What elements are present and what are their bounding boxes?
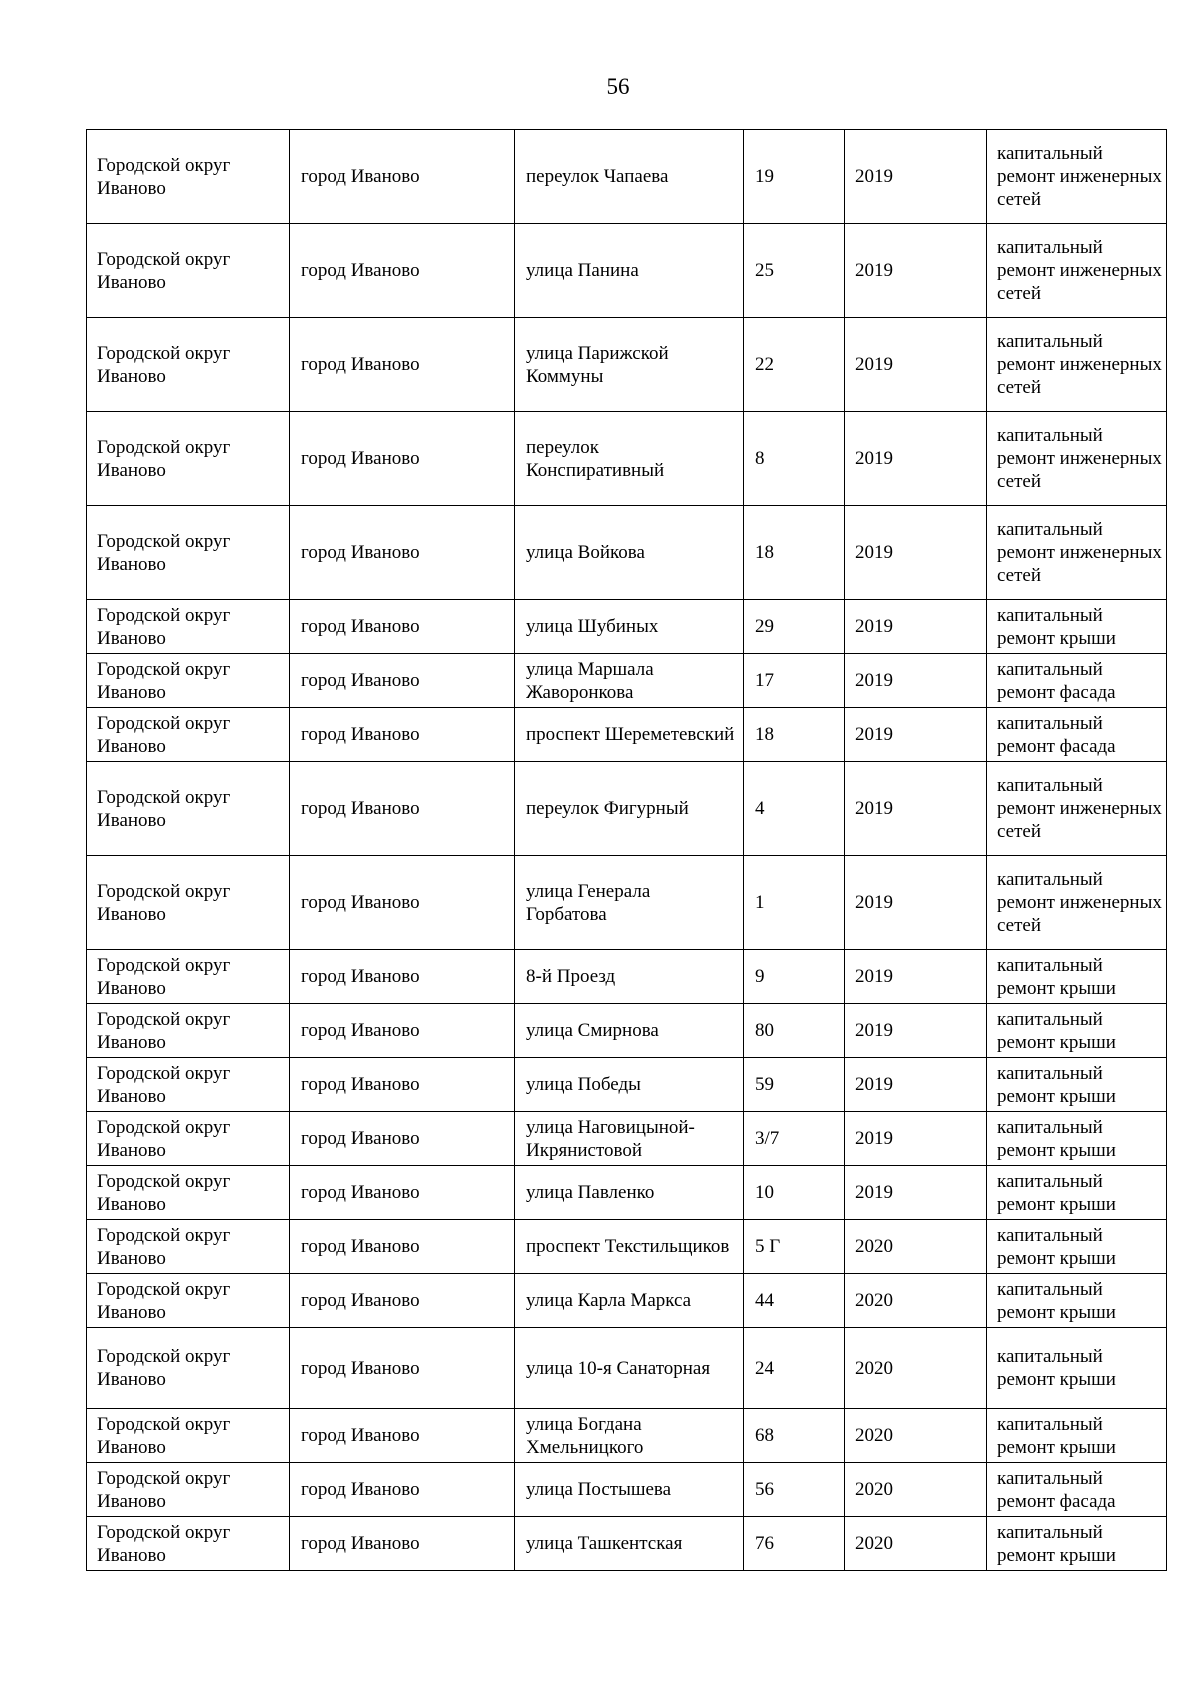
house-number-cell: 24 xyxy=(744,1328,845,1409)
year-cell: 2019 xyxy=(845,1004,987,1058)
year-cell: 2020 xyxy=(845,1463,987,1517)
work-type-cell: капитальный ремонт крыши xyxy=(987,1409,1167,1463)
table-row xyxy=(87,1463,1167,1517)
street-cell: проспект Шереметевский xyxy=(515,708,744,762)
table-row xyxy=(87,1220,1167,1274)
locality-cell: город Иваново xyxy=(290,1274,515,1328)
work-type-cell: капитальный ремонт крыши xyxy=(987,950,1167,1004)
street-cell: проспект Текстильщиков xyxy=(515,1220,744,1274)
house-number-cell: 25 xyxy=(744,224,845,318)
work-type-cell: капитальный ремонт инженерных сетей xyxy=(987,856,1167,950)
year-cell: 2020 xyxy=(845,1517,987,1571)
work-type-cell: капитальный ремонт крыши xyxy=(987,600,1167,654)
table-row xyxy=(87,130,1167,224)
work-type-cell: капитальный ремонт крыши xyxy=(987,1328,1167,1409)
locality-cell: город Иваново xyxy=(290,950,515,1004)
table-body xyxy=(87,130,1167,1571)
municipality-cell: Городской округ Иваново xyxy=(87,1517,290,1571)
work-type-cell: капитальный ремонт крыши xyxy=(987,1112,1167,1166)
locality-cell: город Иваново xyxy=(290,224,515,318)
work-type-cell: капитальный ремонт фасада xyxy=(987,1463,1167,1517)
table-row xyxy=(87,1004,1167,1058)
house-number-cell: 29 xyxy=(744,600,845,654)
municipality-cell: Городской округ Иваново xyxy=(87,1409,290,1463)
table-row xyxy=(87,708,1167,762)
house-number-cell: 80 xyxy=(744,1004,845,1058)
year-cell: 2019 xyxy=(845,708,987,762)
table-row xyxy=(87,856,1167,950)
year-cell: 2019 xyxy=(845,130,987,224)
house-number-cell: 76 xyxy=(744,1517,845,1571)
locality-cell: город Иваново xyxy=(290,1220,515,1274)
work-type-cell: капитальный ремонт фасада xyxy=(987,708,1167,762)
street-cell: улица Наговицыной-Икрянистовой xyxy=(515,1112,744,1166)
work-type-cell: капитальный ремонт инженерных сетей xyxy=(987,130,1167,224)
work-type-cell: капитальный ремонт инженерных сетей xyxy=(987,762,1167,856)
street-cell: улица Панина xyxy=(515,224,744,318)
locality-cell: город Иваново xyxy=(290,762,515,856)
page-number: 56 xyxy=(606,74,630,99)
table-row xyxy=(87,224,1167,318)
house-number-cell: 19 xyxy=(744,130,845,224)
year-cell: 2019 xyxy=(845,224,987,318)
year-cell: 2020 xyxy=(845,1328,987,1409)
year-cell: 2019 xyxy=(845,856,987,950)
house-number-cell: 56 xyxy=(744,1463,845,1517)
locality-cell: город Иваново xyxy=(290,1058,515,1112)
locality-cell: город Иваново xyxy=(290,1409,515,1463)
table-row xyxy=(87,1409,1167,1463)
work-type-cell: капитальный ремонт крыши xyxy=(987,1004,1167,1058)
work-type-cell: капитальный ремонт инженерных сетей xyxy=(987,224,1167,318)
work-type-cell: капитальный ремонт инженерных сетей xyxy=(987,412,1167,506)
year-cell: 2019 xyxy=(845,506,987,600)
locality-cell: город Иваново xyxy=(290,600,515,654)
work-type-cell: капитальный ремонт инженерных сетей xyxy=(987,318,1167,412)
year-cell: 2019 xyxy=(845,600,987,654)
locality-cell: город Иваново xyxy=(290,1112,515,1166)
street-cell: улица Парижской Коммуны xyxy=(515,318,744,412)
street-cell: улица Шубиных xyxy=(515,600,744,654)
locality-cell: город Иваново xyxy=(290,654,515,708)
work-type-cell: капитальный ремонт крыши xyxy=(987,1166,1167,1220)
table-row xyxy=(87,506,1167,600)
work-type-cell: капитальный ремонт крыши xyxy=(987,1220,1167,1274)
table-row xyxy=(87,318,1167,412)
house-number-cell: 1 xyxy=(744,856,845,950)
street-cell: переулок Фигурный xyxy=(515,762,744,856)
locality-cell: город Иваново xyxy=(290,856,515,950)
work-type-cell: капитальный ремонт крыши xyxy=(987,1058,1167,1112)
street-cell: улица Победы xyxy=(515,1058,744,1112)
locality-cell: город Иваново xyxy=(290,1463,515,1517)
house-number-cell: 18 xyxy=(744,708,845,762)
work-type-cell: капитальный ремонт фасада xyxy=(987,654,1167,708)
municipality-cell: Городской округ Иваново xyxy=(87,1112,290,1166)
municipality-cell: Городской округ Иваново xyxy=(87,600,290,654)
municipality-cell: Городской округ Иваново xyxy=(87,856,290,950)
municipality-cell: Городской округ Иваново xyxy=(87,130,290,224)
locality-cell: город Иваново xyxy=(290,1004,515,1058)
work-type-cell: капитальный ремонт крыши xyxy=(987,1274,1167,1328)
table-row xyxy=(87,1274,1167,1328)
house-number-cell: 8 xyxy=(744,412,845,506)
municipality-cell: Городской округ Иваново xyxy=(87,1004,290,1058)
locality-cell: город Иваново xyxy=(290,318,515,412)
street-cell: улица 10-я Санаторная xyxy=(515,1328,744,1409)
year-cell: 2019 xyxy=(845,762,987,856)
house-number-cell: 22 xyxy=(744,318,845,412)
year-cell: 2019 xyxy=(845,654,987,708)
municipality-cell: Городской округ Иваново xyxy=(87,708,290,762)
house-number-cell: 3/7 xyxy=(744,1112,845,1166)
table-row xyxy=(87,1166,1167,1220)
street-cell: улица Смирнова xyxy=(515,1004,744,1058)
locality-cell: город Иваново xyxy=(290,1517,515,1571)
municipality-cell: Городской округ Иваново xyxy=(87,1328,290,1409)
table-row xyxy=(87,654,1167,708)
municipality-cell: Городской округ Иваново xyxy=(87,412,290,506)
street-cell: переулок Конспиративный xyxy=(515,412,744,506)
year-cell: 2019 xyxy=(845,1058,987,1112)
house-number-cell: 68 xyxy=(744,1409,845,1463)
street-cell: улица Маршала Жаворонкова xyxy=(515,654,744,708)
municipality-cell: Городской округ Иваново xyxy=(87,1463,290,1517)
house-number-cell: 18 xyxy=(744,506,845,600)
street-cell: улица Генерала Горбатова xyxy=(515,856,744,950)
locality-cell: город Иваново xyxy=(290,1328,515,1409)
house-number-cell: 59 xyxy=(744,1058,845,1112)
table-row xyxy=(87,950,1167,1004)
house-number-cell: 9 xyxy=(744,950,845,1004)
municipality-cell: Городской округ Иваново xyxy=(87,762,290,856)
year-cell: 2019 xyxy=(845,1166,987,1220)
municipality-cell: Городской округ Иваново xyxy=(87,1058,290,1112)
year-cell: 2019 xyxy=(845,412,987,506)
municipality-cell: Городской округ Иваново xyxy=(87,318,290,412)
street-cell: улица Ташкентская xyxy=(515,1517,744,1571)
locality-cell: город Иваново xyxy=(290,412,515,506)
street-cell: улица Карла Маркса xyxy=(515,1274,744,1328)
locality-cell: город Иваново xyxy=(290,1166,515,1220)
year-cell: 2019 xyxy=(845,1112,987,1166)
municipality-cell: Городской округ Иваново xyxy=(87,506,290,600)
year-cell: 2019 xyxy=(845,950,987,1004)
table-row xyxy=(87,1058,1167,1112)
table-row xyxy=(87,1328,1167,1409)
work-type-cell: капитальный ремонт крыши xyxy=(987,1517,1167,1571)
table-row xyxy=(87,762,1167,856)
municipality-cell: Городской округ Иваново xyxy=(87,654,290,708)
house-number-cell: 17 xyxy=(744,654,845,708)
year-cell: 2020 xyxy=(845,1274,987,1328)
street-cell: улица Павленко xyxy=(515,1166,744,1220)
year-cell: 2020 xyxy=(845,1220,987,1274)
table-row xyxy=(87,1112,1167,1166)
locality-cell: город Иваново xyxy=(290,506,515,600)
work-type-cell: капитальный ремонт инженерных сетей xyxy=(987,506,1167,600)
house-number-cell: 44 xyxy=(744,1274,845,1328)
street-cell: улица Войкова xyxy=(515,506,744,600)
street-cell: 8-й Проезд xyxy=(515,950,744,1004)
repair-registry-table xyxy=(86,129,1167,1571)
house-number-cell: 5 Г xyxy=(744,1220,845,1274)
municipality-cell: Городской округ Иваново xyxy=(87,1166,290,1220)
municipality-cell: Городской округ Иваново xyxy=(87,950,290,1004)
house-number-cell: 10 xyxy=(744,1166,845,1220)
street-cell: улица Постышева xyxy=(515,1463,744,1517)
municipality-cell: Городской округ Иваново xyxy=(87,224,290,318)
table-row xyxy=(87,600,1167,654)
house-number-cell: 4 xyxy=(744,762,845,856)
year-cell: 2019 xyxy=(845,318,987,412)
year-cell: 2020 xyxy=(845,1409,987,1463)
locality-cell: город Иваново xyxy=(290,708,515,762)
municipality-cell: Городской округ Иваново xyxy=(87,1274,290,1328)
table-row xyxy=(87,1517,1167,1571)
municipality-cell: Городской округ Иваново xyxy=(87,1220,290,1274)
locality-cell: город Иваново xyxy=(290,130,515,224)
street-cell: улица Богдана Хмельницкого xyxy=(515,1409,744,1463)
table-row xyxy=(87,412,1167,506)
street-cell: переулок Чапаева xyxy=(515,130,744,224)
